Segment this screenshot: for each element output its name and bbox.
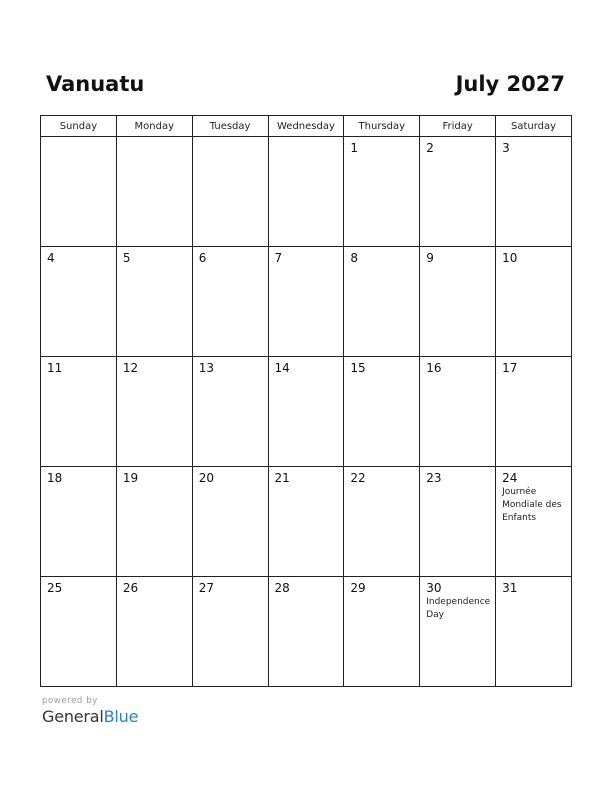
day-cell[interactable] xyxy=(268,467,344,577)
day-cell[interactable] xyxy=(420,577,496,687)
day-cell[interactable] xyxy=(268,247,344,357)
day-number: 25 xyxy=(47,581,63,595)
month-title: July 2027 xyxy=(455,72,565,96)
day-number: 31 xyxy=(502,581,518,595)
day-number: 23 xyxy=(426,471,442,485)
day-cell[interactable] xyxy=(41,577,117,687)
day-number: 6 xyxy=(198,251,207,265)
day-number: 8 xyxy=(350,251,359,265)
day-cell[interactable] xyxy=(192,577,268,687)
day-number: 29 xyxy=(350,581,366,595)
day-number: 12 xyxy=(122,361,139,375)
day-cell[interactable] xyxy=(41,467,117,577)
day-cell[interactable] xyxy=(496,467,572,577)
day-number: 2 xyxy=(426,141,434,155)
day-cell[interactable] xyxy=(41,357,117,467)
day-number: 19 xyxy=(122,471,139,485)
day-cell[interactable] xyxy=(496,577,572,687)
day-cell[interactable] xyxy=(496,357,572,467)
weekday-tuesday: Tuesday xyxy=(192,116,268,137)
weekday-monday: Monday xyxy=(116,116,192,137)
day-cell[interactable] xyxy=(420,357,496,467)
day-cell[interactable] xyxy=(116,247,192,357)
week-row xyxy=(41,467,572,577)
logo-general: General xyxy=(42,707,104,726)
day-number: 13 xyxy=(198,361,214,375)
day-number: 7 xyxy=(274,251,283,265)
day-number: 22 xyxy=(350,471,366,485)
day-cell[interactable] xyxy=(420,137,496,247)
day-number: 1 xyxy=(350,141,359,155)
holiday-label: Independence Day xyxy=(426,597,491,620)
footer-branding xyxy=(42,696,138,727)
powered-by-text: powered by xyxy=(42,696,98,706)
day-cell[interactable] xyxy=(116,357,192,467)
day-cell[interactable] xyxy=(192,247,268,357)
day-number: 27 xyxy=(198,581,214,595)
day-cell[interactable] xyxy=(344,137,420,247)
day-cell[interactable] xyxy=(268,577,344,687)
day-cell[interactable] xyxy=(344,467,420,577)
day-number: 17 xyxy=(502,361,518,375)
weekday-header-row xyxy=(41,116,572,137)
day-cell[interactable] xyxy=(344,577,420,687)
day-number: 10 xyxy=(502,251,518,265)
week-row xyxy=(41,577,572,687)
day-cell[interactable] xyxy=(344,357,420,467)
weekday-sunday: Sunday xyxy=(41,116,117,137)
weekday-thursday: Thursday xyxy=(344,116,420,137)
day-number: 3 xyxy=(502,141,510,155)
day-number: 16 xyxy=(426,361,442,375)
logo-blue: Blue xyxy=(103,707,139,726)
day-cell[interactable] xyxy=(116,577,192,687)
day-number: 21 xyxy=(274,471,290,485)
week-row xyxy=(41,247,572,357)
day-cell[interactable] xyxy=(268,357,344,467)
day-number: 9 xyxy=(426,251,434,265)
day-cell[interactable] xyxy=(192,357,268,467)
holiday-label: Journée Mondiale des Enfants xyxy=(502,487,562,523)
day-number: 28 xyxy=(274,581,290,595)
day-cell[interactable] xyxy=(192,467,268,577)
weekday-friday: Friday xyxy=(420,116,496,137)
weekday-wednesday: Wednesday xyxy=(268,116,344,137)
weekday-saturday: Saturday xyxy=(496,116,572,137)
day-cell[interactable] xyxy=(420,247,496,357)
day-number: 18 xyxy=(47,471,63,485)
day-number: 14 xyxy=(274,361,290,375)
day-cell[interactable] xyxy=(41,247,117,357)
day-number: 24 xyxy=(502,471,518,485)
empty-day-cell xyxy=(268,137,344,247)
day-cell[interactable] xyxy=(496,137,572,247)
day-cell[interactable] xyxy=(116,467,192,577)
day-number: 5 xyxy=(122,251,131,265)
empty-day-cell xyxy=(41,137,117,247)
day-cell[interactable] xyxy=(344,247,420,357)
day-number: 4 xyxy=(47,251,55,265)
day-number: 11 xyxy=(47,361,63,375)
day-number: 30 xyxy=(426,581,442,595)
empty-day-cell xyxy=(116,137,192,247)
week-row xyxy=(41,137,572,247)
day-number: 26 xyxy=(122,581,139,595)
generalblue-logo[interactable] xyxy=(42,707,138,727)
day-cell[interactable] xyxy=(420,467,496,577)
country-title: Vanuatu xyxy=(46,72,145,96)
day-cell[interactable] xyxy=(496,247,572,357)
day-number: 15 xyxy=(350,361,366,375)
day-number: 20 xyxy=(198,471,214,485)
week-row xyxy=(41,357,572,467)
empty-day-cell xyxy=(192,137,268,247)
calendar-grid xyxy=(40,115,572,687)
